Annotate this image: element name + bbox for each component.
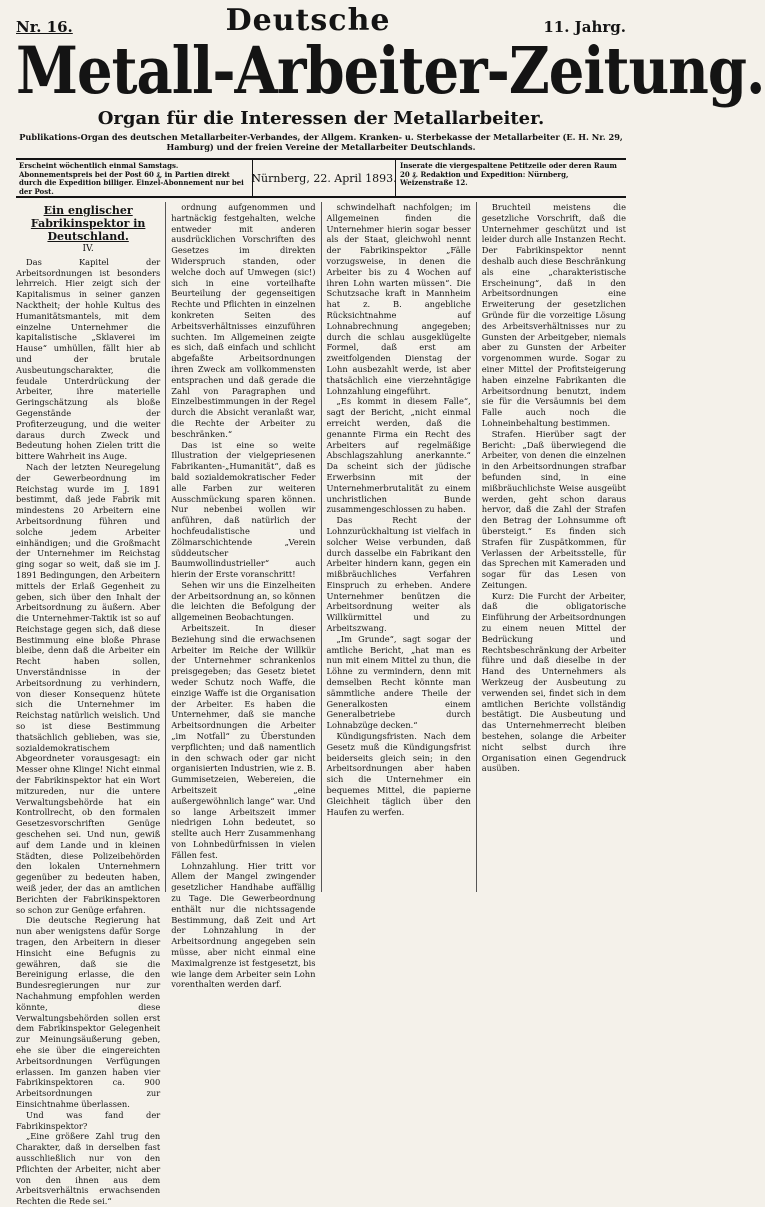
article-paragraph: Das ist eine so weite Illustration der vielgepriesenen Fabrikanten-„Humanität“, daß es bald sozialdemokratischer Feder alle Farben zur weiteren Ausschmückung sparen können. Nur nebenbei wollen wir anführen, daß natürlich der hochfeudalistische und Zölmarschichtende „Verein süddeutscher Baumwollindustrieller“ auch hierin der Erste voranschritt! — [171, 439, 316, 580]
article-paragraph: Kurz: Die Furcht der Arbeiter, daß die obligatorische Einführung der Arbeitsordnungen zu einem neuen Mittel der Bedrückung und Rechtsbeschränkung der Arbeiter führe und daß dieselbe in der Hand des Unternehmers als Werkzeug der Ausbeutung zu verwenden sei, findet sich in dem amtlichen Berichte vollständig bestätigt. Die Ausbeutung und das Unternehmerrecht bleiben bestehen, solange die Arbeiter nicht selbst durch ihre Organisation einen Gegendruck ausüben. — [481, 590, 626, 774]
article-paragraph: schwindelhaft nachfolgen; im Allgemeinen finden die Unternehmer hierin sogar besser als der Staat, gleichwohl nennt der Fabrikinspektor „Fälle vorzugsweise, in denen die Arbeiter bis zu 4 Wochen auf ihren Lohn warten müssen“. Die Schutzsache kraft in Mannheim hat z. B. angebliche Rücksichtnahme auf Lohnabrechnung angegeben; durch die schlau ausgeklügelte Formel, daß erst am zweitfolgenden Dienstag der Lohn ausbezahlt werde, ist aber thatsächlich eine vierzehntägige Lohnzahlung eingeführt. — [326, 202, 471, 396]
article-column-2 — [165, 202, 320, 990]
publication-organ-line: Publikations-Organ des deutschen Metallarbeiter-Verbandes, der Allgem. Kranken- u. Sterbekasse der Metallarbeiter (E. H. Nr. 29, Hamburg) und der freien Vereine der Metallarbeiter Deutschlands. — [19, 132, 623, 152]
masthead-top — [16, 0, 626, 36]
info-bar — [16, 158, 626, 198]
article-column-4 — [476, 202, 626, 892]
article-paragraph: Kündigungsfristen. Nach dem Gesetz muß die Kündigungsfrist beiderseits gleich sein; in den Arbeitsordnungen aber haben sich die Unternehmer ein bequemes Mittel, die papierne Gleichheit täglich über den Haufen zu werfen. — [326, 731, 471, 817]
article-column-3 — [321, 202, 476, 892]
advertising-info: Inserate die viergespaltene Petitzeile oder deren Raum 20 ₰. Redaktion und Expedition: Nürnberg, Weizenstraße 12. — [400, 161, 617, 187]
article-paragraph: „Es kommt in diesem Falle“, sagt der Bericht, „nicht einmal erreicht werden, daß die genannte Firma ein Recht des Arbeiters auf regelmäßige Abschlagszahlung anerkannte.“ Da scheint sich der jüdische Erwerbsinn mit der Unternehmerbrutalität zu einem unchristlichen Bunde zusammengeschlossen zu haben. — [326, 396, 471, 515]
masthead-kicker: Deutsche — [225, 3, 391, 38]
article-headline: Ein englischer Fabrikinspektor in Deutschland. — [30, 204, 146, 243]
article-paragraph: „Eine größere Zahl trug den Charakter, daß in derselben fast ausschließlich nur von den Pflichten der Arbeiter, nicht aber von den ihnen aus dem Arbeitsverhältnis erwachsenden Rechten die Rede sei.“ — [16, 1131, 161, 1207]
subscription-info: Erscheint wöchentlich einmal Samstags. Abonnementspreis bei der Post 60 ₰, in Partien direkt durch die Expedition billiger. Einzel-Abonnement nur bei der Post. — [19, 161, 244, 196]
article-column-1 — [16, 202, 165, 1207]
article-paragraph: ordnung aufgenommen und hartnäckig festgehalten, welche entweder mit anderen ausdrücklichen Vorschriften des Gesetzes im direkten Widerspruch standen, oder welche doch auf Umwegen (sic!) sich in eine vorteilhafte Beurteilung der gegenseitigen Rechte und Pflichten in einzelnen konkreten Seiten des Arbeitsverhältnisses einzuführen suchten. Im Allgemeinen zeigte es sich, daß einfach und schlicht abgefaßte Arbeitsordnungen ihren Zweck am vollkommensten entsprachen und daß gerade die Zahl von Paragraphen und Einzelbestimmungen in der Regel durch die Absicht veranlaßt war, die Rechte der Arbeiter zu beschränken.“ — [171, 202, 316, 439]
article-paragraph: Das Kapitel der Arbeitsordnungen ist besonders lehrreich. Hier zeigt sich der Kapitalismus in seiner ganzen Nacktheit; der hohle Kultus des Humanitätsmantels, mit dem einzelne Unternehmer die kapitalistische „Sklaverei im Hause“ umhüllen, fällt hier ab und der brutale Ausbeutungscharakter, die feudale Unterdrückung der Arbeiter, ihre materielle Geringschätzung als bloße Gegenstände der Profiterzeugung, und die weiter daraus durch Zweck und Bedeutung hohen Zielen tritt die bittere Wahrheit ins Auge. — [16, 256, 161, 462]
article-columns — [16, 202, 626, 1207]
article-paragraph: Die deutsche Regierung hat nun aber wenigstens dafür Sorge tragen, den Arbeitern in dieser Hinsicht eine Befugnis zu gewähren, daß sie die Bereinigung erlasse, die den Bundesregierungen nur zur Nachahmung empfohlen werden könnte, diese Verwaltungsbehörden sollen erst dem Fabrikinspektor Gelegenheit zur Meinungsäußerung geben, ehe sie über die eingereichten Arbeitsordnungen Verfügungen erlassen. Im ganzen haben vier Fabrikinspektoren ca. 900 Arbeitsordnungen zur Einsichtnahme überlassen. — [16, 915, 161, 1109]
dateline: Nürnberg, 22. April 1893. — [252, 160, 396, 196]
volume-year: 11. Jahrg. — [543, 18, 626, 36]
article-paragraph: Nach der letzten Neuregelung der Gewerbeordnung im Reichstag wurde im J. 1891 bestimmt, daß jede Fabrik mit mindestens 20 Arbeitern eine Arbeitsordnung führen und solche jedem Arbeiter einhändigen; und die Großmacht der Unternehmer im Reichstag ging sogar so weit, daß sie im J. 1891 Bedingungen, den Arbeitern mittels der Erlaß Gegenheit zu geben, sich über den Inhalt der Arbeitsordnung zu äußern. Aber die Unternehmer-Taktik ist so auf Reichstage gegen sich, daß diese Bestimmung eine bloße Phrase bleibe, denn daß die Arbeiter ein Recht haben sollen, Unverständnisse in der Arbeitsordnung zu verhindern, von dieser Konsequenz hütete sich die Unternehmer im Reichstag natürlich weislich. Und so ist diese Bestimmung thatsächlich geblieben, was sie, sozialdemokratischem Abgeordneter vorausgesagt: ein Messer ohne Klinge! Nicht einmal der Fabrikinspektor hat ein Wort mitzureden, nur die untere Verwaltungsbehörde hat ein Kontrollrecht, ob den formalen Gesetzesvorschriften Genüge geschehen sei. Und nun, gewiß auf dem Lande und in kleinen Städten, diese Polizeibehörden den lokalen Unternehmern gegenüber zu bedeuten haben, weiß jeder, der das an amtlichen Berichten der Fabrikinspektoren so schon zur Genüge erfahren. — [16, 461, 161, 915]
masthead-subtitle: Organ für die Interessen der Metallarbeiter. — [97, 108, 545, 129]
article-paragraph: Bruchteil meistens die gesetzliche Vorschrift, daß die Unternehmer geschützt und ist leider durch alle Instanzen Recht. Der Fabrikinspektor nennt deshalb auch diese Beschränkung als eine „charakteristische Erscheinung“, daß in den Arbeitsordnungen eine Erweiterung der gesetzlichen Gründe für die vorzeitige Lösung des Arbeitsverhältnisses nur zu Gunsten der Arbeitgeber, niemals aber zu Gunsten der Arbeiter vorgenommen wurde. Sogar zu einer Mittel der Profitsteigerung haben einzelne Fabrikanten die Arbeitsordnung benutzt, indem sie für die Versäumnis bei dem Falle auch noch die Lohneinbehaltung bestimmen. — [481, 202, 626, 428]
article-paragraph: Lohnzahlung. Hier tritt vor Allem der Mangel zwingender gesetzlicher Handhabe auffällig zu Tage. Die Gewerbeordnung enthält nur die nichtssagende Bestimmung, daß Zeit und Art der Lohnzahlung in der Arbeitsordnung angegeben sein müsse, aber nicht einmal eine Maximalgrenze ist festgesetzt, bis wie lange dem Arbeiter sein Lohn vorenthalten werden darf. — [171, 860, 316, 990]
masthead-title: Metall-Arbeiter-Zeitung. — [16, 33, 765, 110]
issue-number: Nr. 16. — [16, 18, 73, 36]
article-paragraph: „Im Grunde“, sagt sogar der amtliche Bericht, „hat man es nun mit einem Mittel zu thun, die Löhne zu vermindern, denn mit demselben Recht könnte man sämmtliche andere Theile der Generalkosten einem Generalbetriebe durch Lohnabzüge decken.“ — [326, 633, 471, 731]
article-paragraph: Strafen. Hierüber sagt der Bericht: „Daß überwiegend die Arbeiter, von denen die einzelnen in den Arbeitsordnungen strafbar befunden sind, in eine mißbräuchlichste Weise ausgeübt werden, geht schon daraus hervor, daß die Zahl der Strafen den Betrag der Lohnsumme oft übersteigt.“ Es finden sich Strafen für Zuspätkommen, für Verlassen der Arbeitsstelle, für das Sprechen mit Kameraden und sogar für das Lesen von Zeitungen. — [481, 428, 626, 590]
article-paragraph: Und was fand der Fabrikinspektor? — [16, 1109, 161, 1131]
article-paragraph: Arbeitszeit. In dieser Beziehung sind die erwachsenen Arbeiter im Reiche der Willkür der Unternehmer schrankenlos preisgegeben; das Gesetz bietet weder Schutz noch Waffe, die einzige Waffe ist die Organisation der Arbeiter. Es haben die Unternehmer, daß sie manche Arbeitsordnungen die Arbeiter „im Notfall“ zu Überstunden verpflichten; und daß namentlich in den schwach oder gar nicht organisierten Industrien, wie z. B. Gummisetzeien, Webereien, die Arbeitszeit „eine außergewöhnlich lange“ war. Und so lange Arbeitszeit immer niedrigen Lohn bedeutet, so stellte auch Herr Zusammenhang von Lohnbedürfnissen in vielen Fällen fest. — [171, 623, 316, 860]
article-paragraph: Das Recht der Lohnzurückhaltung ist vielfach in solcher Weise verbunden, daß durch dasselbe ein Fabrikant den Arbeiter hindern kann, gegen ein mißbräuchliches Verfahren Einspruch zu erheben. Andere Unternehmer benützen die Arbeitsordnung weiter als Willkürmittel und zu Arbeitszwang. — [326, 515, 471, 634]
article-part-number: IV. — [82, 244, 94, 254]
article-paragraph: Sehen wir uns die Einzelheiten der Arbeitsordnung an, so können die leichten die Befolgung der allgemeinen Beobachtungen. — [171, 579, 316, 623]
